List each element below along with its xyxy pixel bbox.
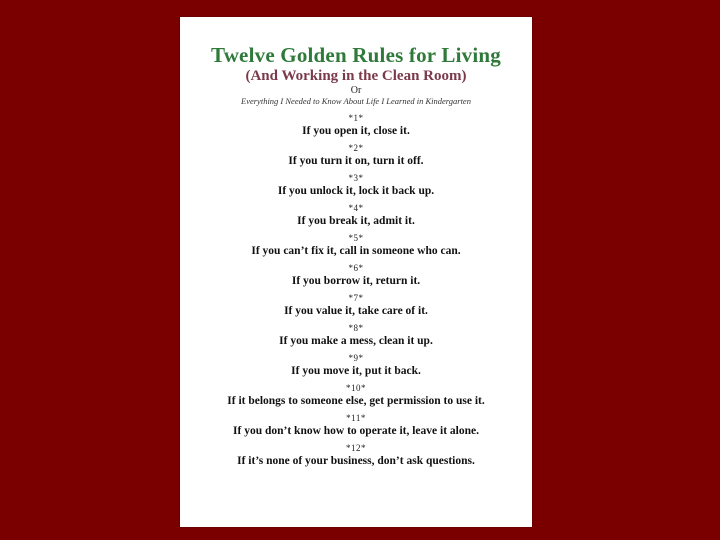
rule-number: *12* [346,443,366,453]
rule-number: *7* [348,293,364,303]
rule-number: *10* [346,383,366,393]
rule-number: *6* [348,263,364,273]
rule-text: If you can’t fix it, call in someone who can. [251,245,461,257]
document-subtitle: (And Working in the Clean Room) [245,68,467,84]
rule-text: If you open it, close it. [302,125,410,137]
rule-text: If it’s none of your business, don’t ask questions. [237,455,475,467]
document-page [180,17,532,527]
rule-text: If it belongs to someone else, get permission to use it. [227,395,485,407]
rule-text: If you borrow it, return it. [291,275,421,287]
rule-number: *5* [348,233,364,243]
rule-item-7 [180,293,532,323]
or-text: Or [350,85,362,96]
rule-number: *2* [348,143,364,153]
rule-item-4 [180,203,532,233]
rule-number: *9* [348,353,364,363]
rule-item-12 [180,443,532,473]
rule-item-5 [180,233,532,263]
rule-item-9 [180,353,532,383]
rule-item-1 [180,113,532,143]
rule-number: *1* [348,113,364,123]
rule-text: If you move it, put it back. [291,365,421,377]
rule-item-11 [180,413,532,443]
rule-number: *8* [348,323,364,333]
rule-item-10 [180,383,532,413]
document-title: Twelve Golden Rules for Living [211,43,501,67]
rule-item-8 [180,323,532,353]
rule-number: *4* [348,203,364,213]
rule-text: If you don’t know how to operate it, leave it alone. [233,425,479,437]
rule-number: *3* [348,173,364,183]
rules-list [180,113,532,473]
rule-text: If you make a mess, clean it up. [279,335,433,347]
rule-text: If you value it, take care of it. [284,305,428,317]
rule-text: If you break it, admit it. [297,215,415,227]
rule-item-6 [180,263,532,293]
rule-item-3 [180,173,532,203]
tagline: Everything I Needed to Know About Life I Learned in Kindergarten [241,96,471,106]
rule-text: If you turn it on, turn it off. [288,155,424,167]
rule-item-2 [180,143,532,173]
rule-text: If you unlock it, lock it back up. [277,185,435,197]
rule-number: *11* [346,413,366,423]
